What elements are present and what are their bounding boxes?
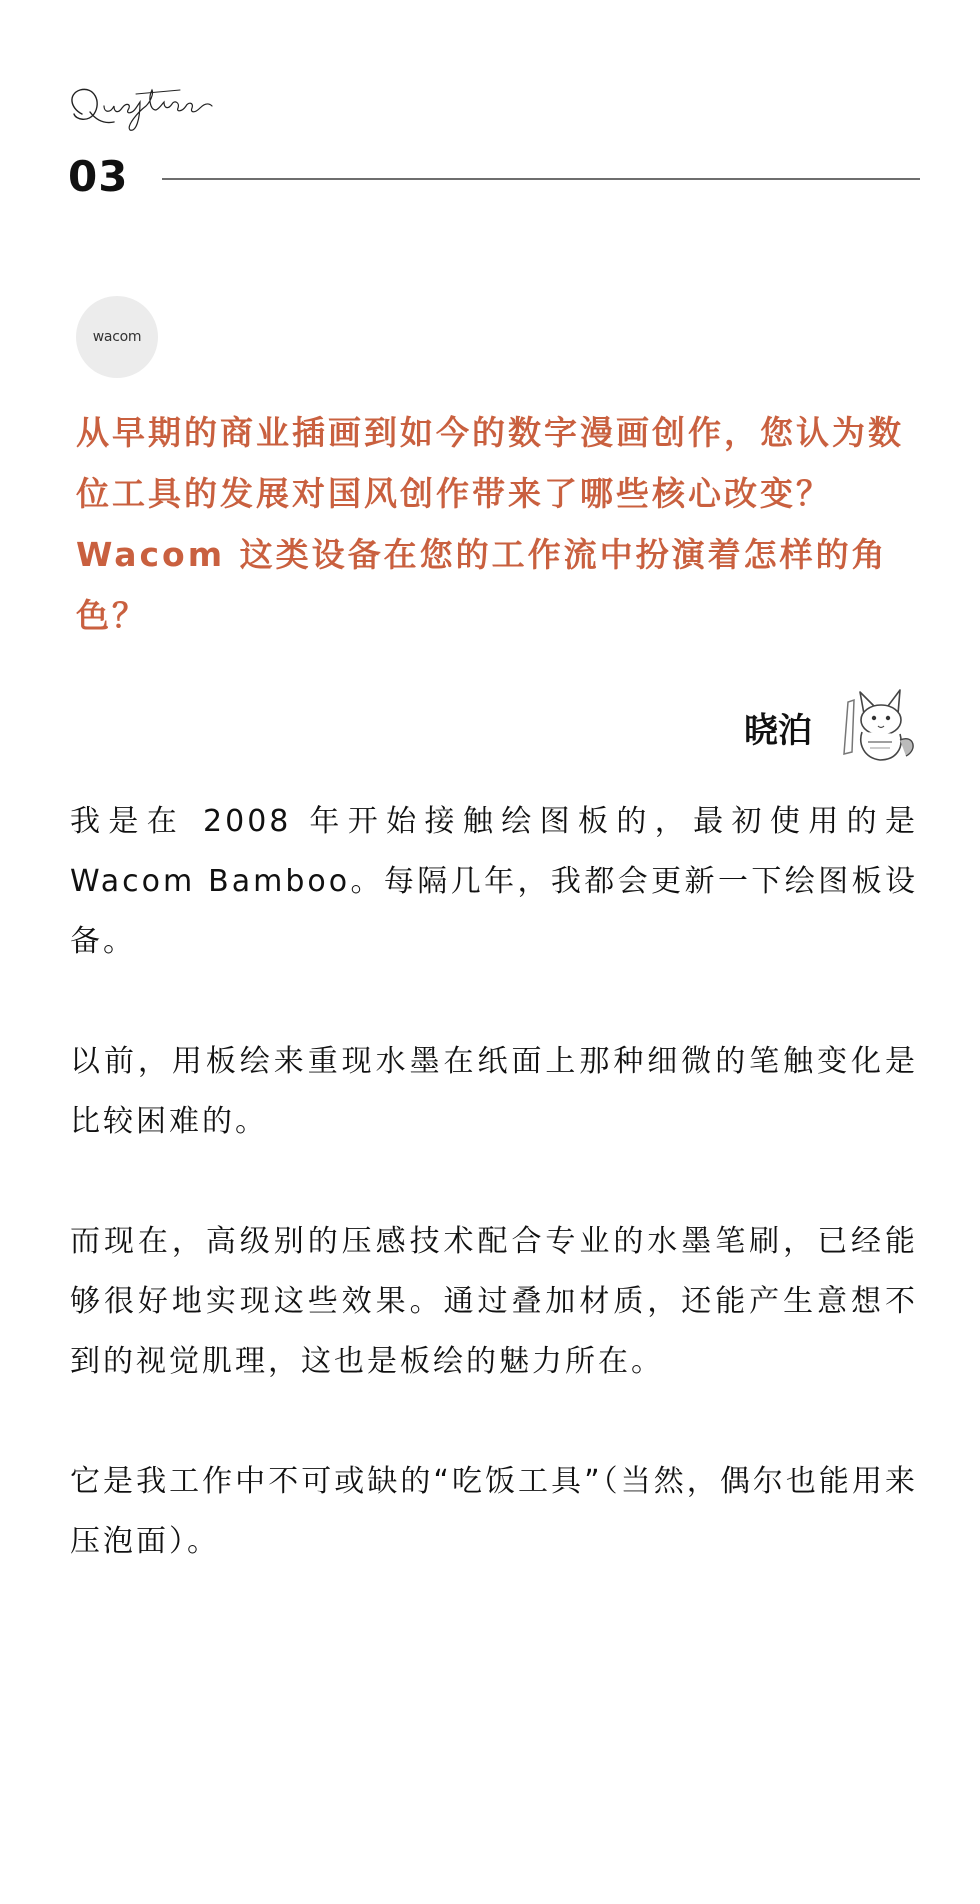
question-script-label: [60, 72, 220, 152]
cartoon-cat-avatar-icon: [834, 684, 920, 770]
answer-paragraph: 它是我工作中不可或缺的“吃饭工具”（当然，偶尔也能用来压泡面）。: [70, 1464, 918, 1559]
question-text: 从早期的商业插画到如今的数字漫画创作，您认为数位工具的发展对国风创作带来了哪些核心改变？Wacom 这类设备在您的工作流中扮演着怎样的角色？: [76, 413, 904, 635]
answer-paragraph: 我是在 2008 年开始接触绘图板的，最初使用的是 Wacom Bamboo。每隔几年，我都会更新一下绘图板设备。: [70, 804, 918, 959]
answer-body: [70, 792, 918, 1632]
answer-paragraph: 而现在，高级别的压感技术配合专业的水墨笔刷，已经能够很好地实现这些效果。通过叠加材质，还能产生意想不到的视觉肌理，这也是板绘的魅力所在。: [70, 1224, 918, 1379]
answer-paragraph: 以前，用板绘来重现水墨在纸面上那种细微的笔触变化是比较困难的。: [70, 1044, 918, 1139]
answerer-name: 晓泊: [744, 710, 812, 751]
header-divider: [162, 178, 920, 180]
wacom-logo-text: wacom: [92, 329, 142, 345]
question-number: 03: [68, 152, 129, 201]
answerer-block: [744, 684, 920, 770]
wacom-logo-badge: [76, 296, 158, 378]
